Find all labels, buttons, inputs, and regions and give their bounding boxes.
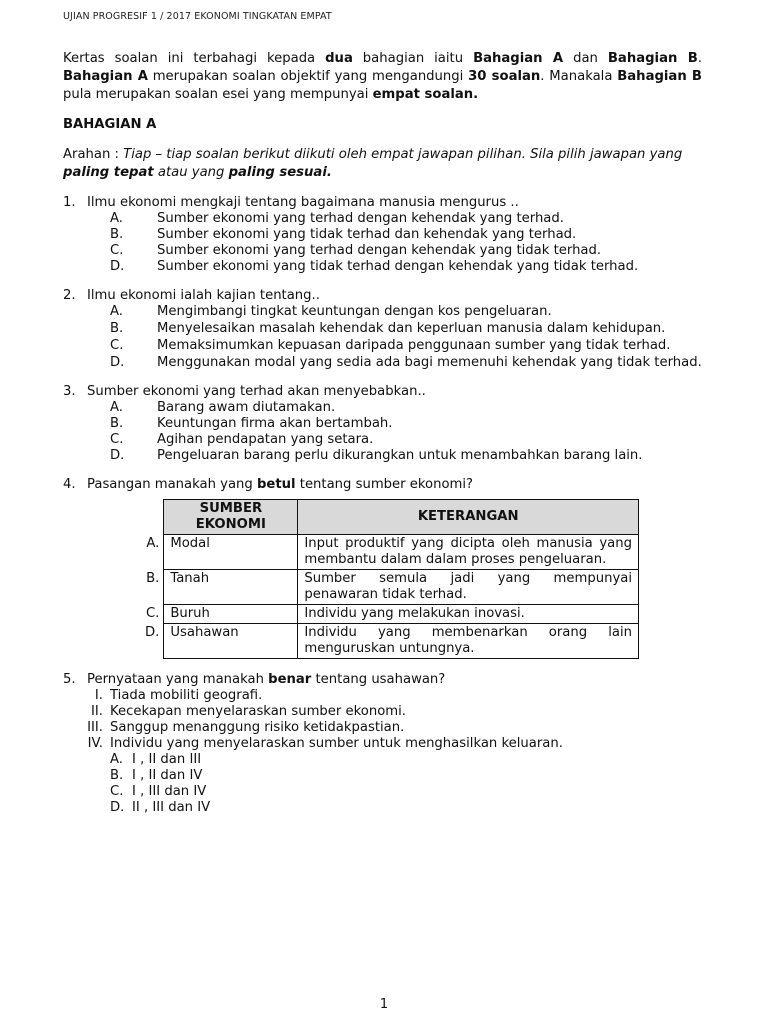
cell-keterangan: Individu yang membenarkan orang lain menguruskan untungnya.	[298, 624, 639, 659]
statement-text: Sanggup menanggung risiko ketidakpastian.	[110, 720, 405, 735]
option-letter: D.	[110, 355, 125, 370]
answer-row	[63, 800, 702, 816]
statement-row	[63, 704, 702, 720]
cell-keterangan: Input produktif yang dicipta oleh manusia yang membantu dalam dalam proses pengeluaran.	[298, 535, 639, 570]
option-row	[63, 448, 702, 464]
table-header-row	[139, 500, 639, 535]
answer-text: I , II dan IV	[132, 768, 203, 783]
intro-text: . Manakala	[540, 69, 618, 84]
table-header-sumber: SUMBER EKONOMI	[164, 500, 298, 535]
option-row	[63, 354, 702, 371]
option-row	[63, 211, 702, 227]
question-number: 1.	[63, 195, 76, 210]
row-label: B.	[146, 570, 160, 586]
instruction-italic: Tiap – tiap soalan berikut diikuti oleh empat jawapan pilihan. Sila pilih jawapan yang	[123, 147, 683, 162]
question-5	[63, 672, 702, 816]
option-text: Sumber ekonomi yang tidak terhad dan kehendak yang terhad.	[157, 227, 577, 242]
statement-row	[63, 688, 702, 704]
roman-numeral: IV.	[87, 736, 103, 751]
option-row	[63, 320, 702, 337]
statement-text: Individu yang menyelaraskan sumber untuk menghasilkan keluaran.	[110, 736, 563, 751]
answer-row	[63, 752, 702, 768]
intro-bold: dua	[325, 51, 353, 66]
question-number: 5.	[63, 672, 76, 687]
question-text: Sumber ekonomi yang terhad akan menyebabkan..	[87, 384, 426, 399]
page-number: 1	[379, 997, 389, 1012]
option-letter: C.	[110, 432, 124, 447]
question-stem	[63, 672, 702, 688]
option-letter: A.	[110, 211, 123, 226]
table-header-blank	[139, 500, 164, 535]
statement-row	[63, 720, 702, 736]
section-title: BAHAGIAN A	[63, 117, 157, 132]
question-text-bold: benar	[268, 672, 312, 687]
question-stem	[63, 288, 702, 304]
question-text-part: Pasangan manakah yang	[87, 477, 257, 492]
intro-text: .	[697, 51, 702, 66]
option-letter: B.	[110, 416, 124, 431]
question-1	[63, 195, 702, 275]
intro-text: dan	[563, 51, 608, 66]
option-text: Menggunakan modal yang sedia ada bagi memenuhi kehendak yang tidak terhad.	[157, 355, 702, 370]
answer-text: I , II dan III	[132, 752, 202, 767]
question-text-part: Pernyataan yang manakah	[87, 672, 269, 687]
question-number: 3.	[63, 384, 76, 399]
roman-numeral: III.	[87, 720, 103, 735]
instruction	[63, 146, 702, 182]
answer-row	[63, 784, 702, 800]
instruction-lead: Arahan :	[63, 147, 124, 162]
option-letter: B.	[110, 227, 124, 242]
cell-sumber: Tanah	[164, 570, 298, 605]
table-row	[139, 624, 639, 659]
option-letter: D.	[110, 259, 125, 274]
page-content	[63, 50, 702, 816]
option-letter: A.	[110, 400, 123, 415]
row-label: A.	[146, 535, 160, 551]
intro-text: pula merupakan soalan esei yang mempunyai	[63, 87, 373, 102]
question-stem	[63, 477, 702, 493]
statement-row	[63, 736, 702, 752]
option-text: Agihan pendapatan yang setara.	[157, 432, 374, 447]
intro-bold: 30 soalan	[468, 69, 541, 84]
option-row	[63, 432, 702, 448]
option-text: Memaksimumkan kepuasan daripada penggunaan sumber yang tidak terhad.	[157, 338, 671, 353]
answer-row	[63, 768, 702, 784]
question-text	[87, 672, 702, 688]
question-text	[87, 477, 702, 493]
table-header-keterangan: KETERANGAN	[298, 500, 639, 535]
running-header: UJIAN PROGRESIF 1 / 2017 EKONOMI TINGKATAN EMPAT	[63, 11, 332, 22]
question-number: 2.	[63, 288, 76, 303]
table-row	[139, 570, 639, 605]
option-letter: D.	[110, 448, 125, 463]
question-2	[63, 288, 702, 371]
intro-bold: Bahagian B	[617, 69, 702, 84]
option-letter: C.	[110, 243, 124, 258]
option-row	[63, 416, 702, 432]
intro-bold: Bahagian B	[607, 51, 698, 66]
intro-paragraph	[63, 50, 702, 104]
instruction-bold: paling sesuai.	[228, 165, 332, 180]
intro-bold: empat soalan.	[372, 87, 479, 102]
cell-sumber: Usahawan	[164, 624, 298, 659]
intro-bold: Bahagian A	[63, 69, 148, 84]
answer-text: I , III dan IV	[132, 784, 207, 799]
option-text: Keuntungan firma akan bertambah.	[157, 416, 393, 431]
option-text: Pengeluaran barang perlu dikurangkan untuk menambahkan barang lain.	[157, 448, 643, 463]
table-row	[139, 535, 639, 570]
row-label: D.	[145, 624, 160, 640]
instruction-bold: paling tepat	[63, 165, 154, 180]
sumber-ekonomi-table	[139, 499, 639, 659]
question-text-bold: betul	[256, 477, 296, 492]
answer-letter: D.	[110, 800, 125, 815]
question-text: Ilmu ekonomi ialah kajian tentang..	[87, 288, 320, 303]
question-stem	[63, 195, 702, 211]
statement-text: Kecekapan menyelaraskan sumber ekonomi.	[110, 704, 406, 719]
roman-numeral: I.	[94, 688, 103, 703]
option-text: Menyelesaikan masalah kehendak dan keperluan manusia dalam kehidupan.	[157, 321, 666, 336]
statement-text: Tiada mobiliti geografi.	[110, 688, 263, 703]
question-number: 4.	[63, 477, 76, 492]
option-row	[63, 243, 702, 259]
option-text: Mengimbangi tingkat keuntungan dengan kos pengeluaran.	[157, 304, 552, 319]
question-text-part: tentang sumber ekonomi?	[295, 477, 474, 492]
option-letter: B.	[110, 321, 124, 336]
roman-numeral: II.	[91, 704, 103, 719]
option-row	[63, 304, 702, 320]
cell-keterangan: Sumber semula jadi yang mempunyai penawaran tidak terhad.	[298, 570, 639, 605]
option-text: Barang awam diutamakan.	[157, 400, 336, 415]
option-letter: A.	[110, 304, 123, 319]
intro-text: bahagian iaitu	[352, 51, 474, 66]
intro-text: Kertas soalan ini terbahagi kepada	[63, 51, 326, 66]
question-text-part: tentang usahawan?	[311, 672, 446, 687]
answer-letter: C.	[110, 784, 124, 799]
option-letter: C.	[110, 338, 124, 353]
row-label: C.	[145, 605, 160, 621]
cell-sumber: Buruh	[164, 605, 298, 624]
option-row	[63, 337, 702, 354]
intro-text: merupakan soalan objektif yang mengandungi	[147, 69, 469, 84]
question-text: Ilmu ekonomi mengkaji tentang bagaimana manusia mengurus ..	[87, 195, 519, 210]
option-row	[63, 259, 702, 275]
instruction-italic: atau yang	[153, 165, 229, 180]
question-stem	[63, 384, 702, 400]
table-row	[139, 605, 639, 624]
question-3	[63, 384, 702, 464]
question-4	[63, 477, 702, 659]
answer-text: II , III dan IV	[132, 800, 211, 815]
answer-letter: A.	[110, 752, 123, 767]
option-text: Sumber ekonomi yang tidak terhad dengan kehendak yang tidak terhad.	[157, 259, 639, 274]
option-row	[63, 400, 702, 416]
answer-letter: B.	[110, 768, 124, 783]
option-text: Sumber ekonomi yang terhad dengan kehendak yang tidak terhad.	[157, 243, 602, 258]
option-text: Sumber ekonomi yang terhad dengan kehendak yang terhad.	[157, 211, 564, 226]
intro-bold: Bahagian A	[473, 51, 564, 66]
cell-keterangan: Individu yang melakukan inovasi.	[298, 605, 639, 624]
option-row	[63, 227, 702, 243]
cell-sumber: Modal	[164, 535, 298, 570]
